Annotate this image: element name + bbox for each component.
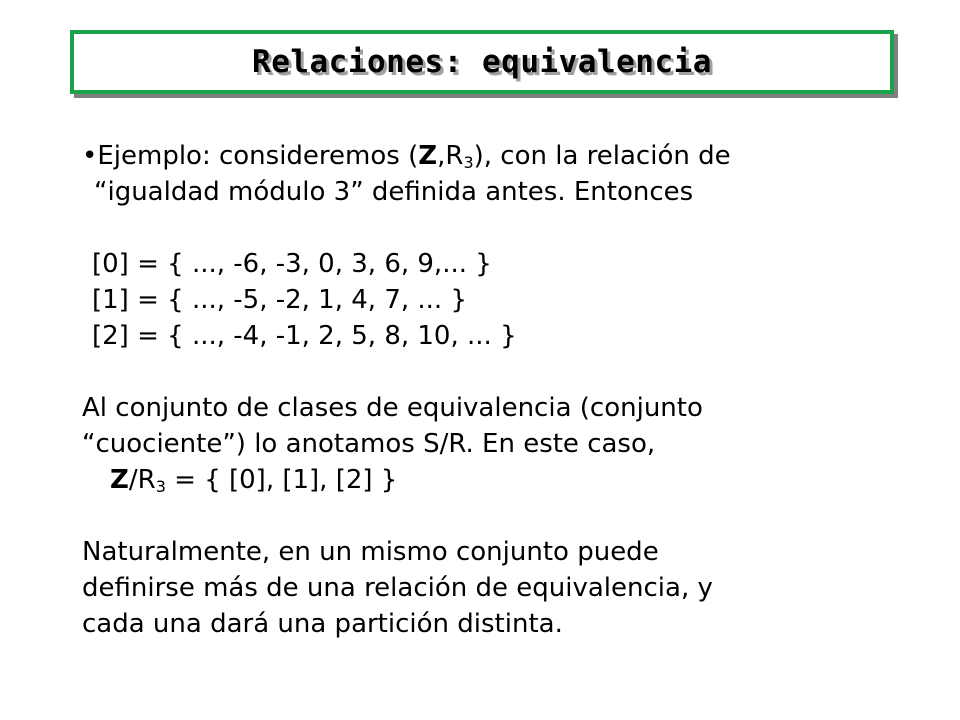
spacer — [82, 210, 902, 246]
integers-symbol: Z — [418, 141, 438, 171]
spacer — [82, 498, 902, 534]
quotient-line-2: “cuociente”) lo anotamos S/R. En este caso, — [82, 429, 656, 459]
integers-symbol: Z — [110, 465, 129, 495]
subscript-3: 3 — [155, 477, 166, 496]
example-text-b: ,R — [437, 141, 464, 171]
class-1: [1] = { ..., -5, -2, 1, 4, 7, ... } — [92, 285, 467, 315]
closing-line-1: Naturalmente, en un mismo conjunto puede — [82, 537, 659, 567]
subscript-3: 3 — [463, 153, 474, 172]
class-0: [0] = { ..., -6, -3, 0, 3, 6, 9,... } — [92, 249, 492, 279]
example-line-2: “igualdad módulo 3” definida antes. Entonces — [94, 177, 694, 207]
bullet: • — [82, 141, 98, 171]
example-text-a: Ejemplo: consideremos ( — [97, 141, 419, 171]
closing-line-2: definirse más de una relación de equivalencia, y — [82, 573, 713, 603]
class-2: [2] = { ..., -4, -1, 2, 5, 8, 10, ... } — [92, 321, 517, 351]
example-text-c: ), con la relación de — [473, 141, 731, 171]
quotient-formula — [82, 462, 902, 498]
example-line-1 — [82, 138, 902, 174]
quotient-line-1: Al conjunto de clases de equivalencia (conjunto — [82, 393, 703, 423]
spacer — [82, 354, 902, 390]
formula-text-a: /R — [128, 465, 156, 495]
formula-text-b: = { [0], [1], [2] } — [165, 465, 398, 495]
slide-title-box — [70, 30, 894, 94]
slide-title: Relaciones: equivalencia — [252, 44, 712, 80]
closing-line-3: cada una dará una partición distinta. — [82, 609, 563, 639]
slide-content — [82, 138, 902, 642]
